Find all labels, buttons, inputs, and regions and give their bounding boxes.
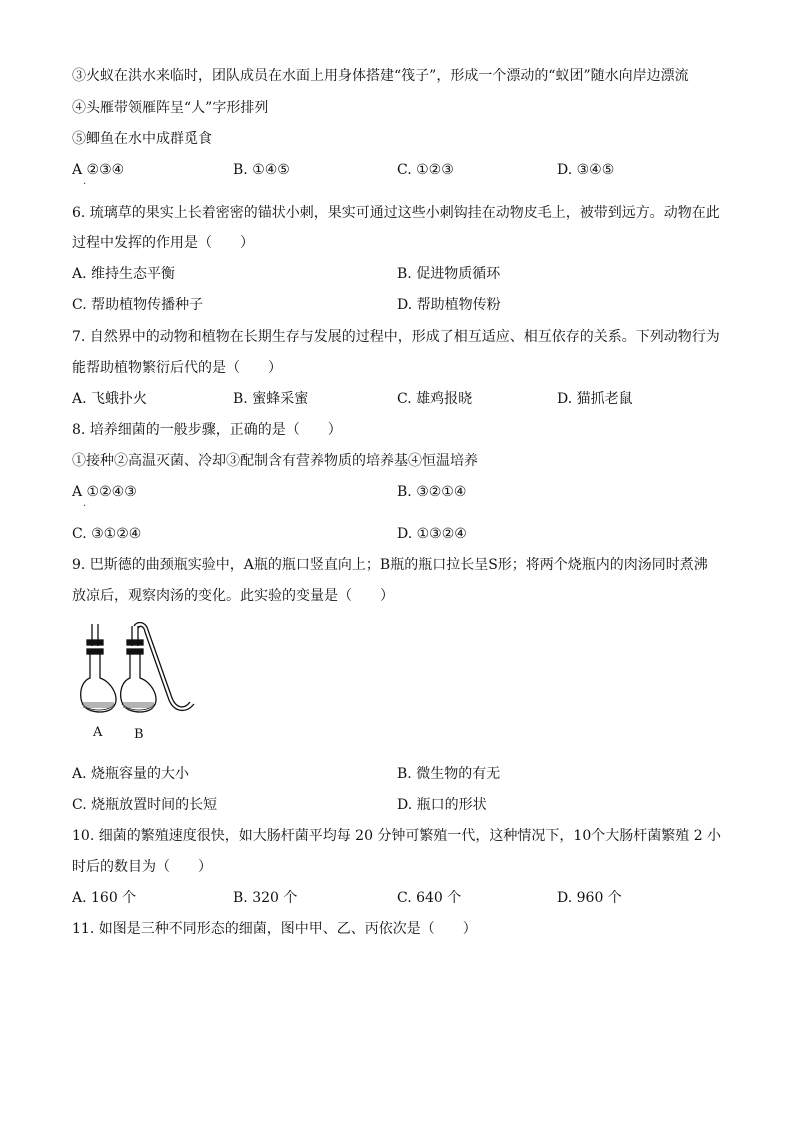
q11-stem: 11. 如图是三种不同形态的细菌，图中甲、乙、丙依次是（ ） — [72, 921, 477, 937]
q5-option-b: B. ①④⑤ — [233, 162, 290, 178]
flask-a-label: A — [93, 725, 103, 740]
q8-option-a: A ①②④③ — [72, 484, 137, 500]
scan-dot: · — [83, 179, 87, 190]
q7-option-a: A. 飞蛾扑火 — [72, 391, 148, 407]
q5-option-c: C. ①②③ — [397, 162, 454, 178]
q10-option-c: C. 640 个 — [397, 890, 462, 906]
line-geese: ④头雁带领雁阵呈“人”字形排列 — [72, 100, 269, 116]
q10-stem-line2: 时后的数目为（ ） — [72, 859, 212, 875]
q8-steps: ①接种②高温灭菌、冷却③配制含有营养物质的培养基④恒温培养 — [72, 453, 478, 469]
line-fire-ant: ③火蚁在洪水来临时，团队成员在水面上用身体搭建“筏子”，形成一个漂动的“蚁团”随水向岸边漂流 — [72, 68, 689, 84]
q9-option-a: A. 烧瓶容量的大小 — [72, 766, 190, 782]
line-crucian: ⑤鲫鱼在水中成群觅食 — [72, 131, 212, 147]
q8-stem: 8. 培养细菌的一般步骤，正确的是（ ） — [72, 422, 342, 438]
flask-b-broth — [123, 702, 154, 708]
q6-stem-line2: 过程中发挥的作用是（ ） — [72, 235, 254, 251]
flask-b-label: B — [134, 727, 144, 742]
q8-option-c: C. ③①②④ — [72, 526, 142, 542]
q10-option-d: D. 960 个 — [557, 890, 622, 906]
q7-option-c: C. 雄鸡报晓 — [397, 391, 473, 407]
flask-a — [81, 624, 116, 712]
q10-option-b: B. 320 个 — [233, 890, 298, 906]
q10-option-a: A. 160 个 — [72, 890, 137, 906]
q8-option-b: B. ③②①④ — [397, 484, 467, 500]
q7-option-b: B. 蜜蜂采蜜 — [233, 391, 309, 407]
q5-option-d: D. ③④⑤ — [557, 162, 615, 178]
q6-stem-line1: 6. 琉璃草的果实上长着密密的锚状小刺，果实可通过这些小刺钩挂在动物皮毛上，被带到远方。动物在此 — [72, 205, 720, 221]
flask-a-broth — [83, 702, 114, 708]
scan-dot: · — [83, 501, 87, 512]
swan-neck-flask-figure — [76, 622, 200, 722]
flask-b — [121, 623, 194, 712]
q9-stem-line1: 9. 巴斯德的曲颈瓶实验中，A瓶的瓶口竖直向上；B瓶的瓶口拉长呈S形；将两个烧瓶内的肉汤同时煮沸 — [72, 557, 708, 573]
q9-option-c: C. 烧瓶放置时间的长短 — [72, 797, 218, 813]
q7-stem-line2: 能帮助植物繁衍后代的是（ ） — [72, 360, 282, 376]
q6-option-b: B. 促进物质循环 — [397, 266, 501, 282]
q7-option-d: D. 猫抓老鼠 — [557, 391, 633, 407]
q7-stem-line1: 7. 自然界中的动物和植物在长期生存与发展的过程中，形成了相互适应、相互依存的关系。下列动物行为 — [72, 329, 720, 345]
q8-option-d: D. ①③②④ — [397, 526, 467, 542]
q6-option-a: A. 维持生态平衡 — [72, 266, 176, 282]
q10-stem-line1: 10. 细菌的繁殖速度很快，如大肠杆菌平均每 20 分钟可繁殖一代，这种情况下，10个大肠杆菌繁殖 2 小 — [72, 828, 722, 844]
q6-option-d: D. 帮助植物传粉 — [397, 297, 501, 313]
q5-option-a: A ②③④ — [72, 162, 125, 178]
q9-stem-line2: 放凉后，观察肉汤的变化。此实验的变量是（ ） — [72, 588, 394, 604]
q6-option-c: C. 帮助植物传播种子 — [72, 297, 204, 313]
q9-option-b: B. 微生物的有无 — [397, 766, 501, 782]
q9-option-d: D. 瓶口的形状 — [397, 797, 487, 813]
